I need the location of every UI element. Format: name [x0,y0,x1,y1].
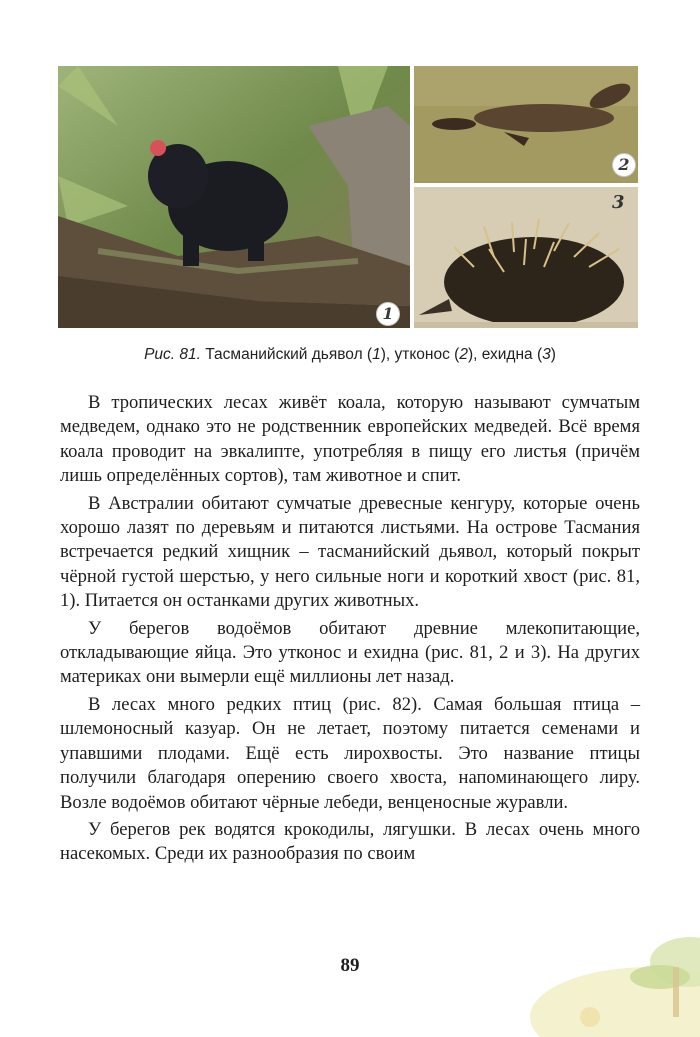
figure-caption [0,346,700,364]
platypus-photo [414,66,638,183]
caption-text: ), ехидна ( [467,346,543,363]
caption-text: ) [550,346,556,363]
caption-text: Тасманийский дьявол ( [200,346,373,363]
paragraph: В тропических лесах живёт коала, которую называют сумчатым медведем, однако это не родственник европейских медведей. Всё время коала проводит на эвкалипте, употребляя в пищу его листья (причём лишь определённых сортов), там животное и спит. [60,392,640,487]
paragraph: У берегов водоёмов обитают древние млекопитающие, откладывающие яйца. Это утконос и ехидна (рис. 81, 2 и 3). На других материках они вымерли ещё миллионы лет назад. [60,617,640,688]
corner-decoration-icon [450,867,700,1037]
photo-number-badge: 3 [612,192,625,213]
caption-text: ), утконос ( [380,346,460,363]
photo-number-badge: 2 [612,153,636,177]
caption-ref: 1 [372,346,381,363]
caption-label: Рис. 81. [144,346,201,363]
caption-ref: 2 [459,346,468,363]
figure-81 [58,66,638,328]
tasmanian-devil-photo [58,66,410,328]
paragraph: У берегов рек водятся крокодилы, лягушки. В лесах очень много насекомых. Среди их разнообразия по своим [60,818,640,865]
caption-ref: 3 [542,346,551,363]
page-number: 89 [340,955,360,976]
paragraph: В лесах много редких птиц (рис. 82). Самая большая птица – шлемоносный казуар. Он не летает, поэтому питается семенами и упавшими плодами. Ещё есть лирохвосты. Это название птицы получили благодаря оперению своего хвоста, напоминающего лиру. Возле водоёмов обитают чёрные лебеди, венценосные журавли. [60,693,640,813]
paragraph: В Австралии обитают сумчатые древесные кенгуру, которые очень хорошо лазят по деревьям и питаются листьями. На острове Тасмания встречается редкий хищник – тасманийский дьявол, который покрыт чёрной густой шерстью, у него сильные ноги и короткий хвост (рис. 81, 1). Питается он останками других животных. [60,492,640,612]
body-text [60,391,640,867]
photo-number-badge: 1 [376,302,400,326]
echidna-photo [414,187,638,328]
